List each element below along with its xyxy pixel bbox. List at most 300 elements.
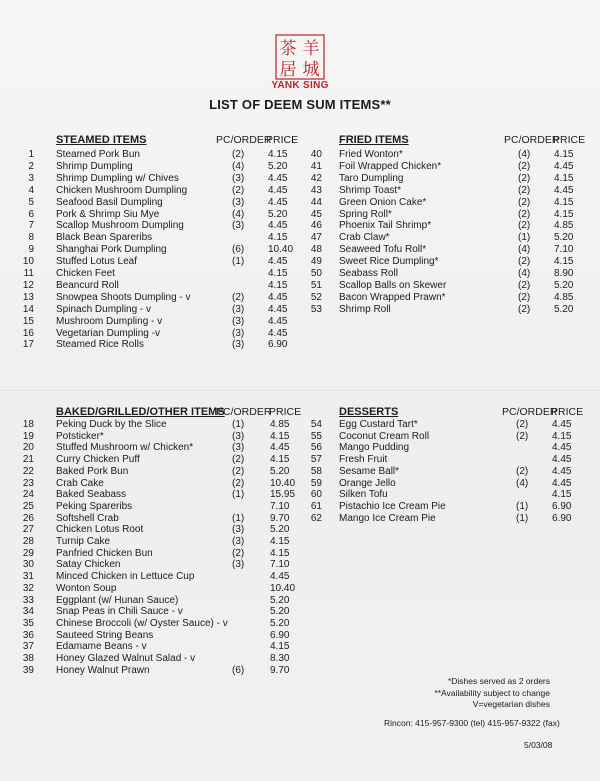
item-pc-order: (2) (518, 220, 531, 232)
item-pc-order: (2) (516, 419, 529, 430)
item-number: 36 (22, 629, 34, 641)
menu-item (310, 454, 590, 466)
item-pc-order: (3) (232, 172, 245, 184)
item-price: 4.45 (268, 327, 288, 339)
item-price: 4.45 (268, 256, 288, 268)
pc-order-header: PC/ORDER (504, 134, 560, 146)
menu-item (22, 149, 300, 161)
page-title: LIST OF DEEM SUM ITEMS** (209, 97, 391, 112)
menu-item (22, 501, 300, 513)
item-number: 30 (22, 559, 34, 571)
menu-item (310, 185, 590, 197)
item-number: 35 (22, 617, 34, 629)
item-name: Pork & Shrimp Siu Mye (56, 208, 160, 220)
item-pc-order: (3) (232, 536, 245, 547)
item-pc-order: (1) (518, 232, 531, 244)
item-number: 49 (310, 256, 322, 268)
item-price: 5.20 (270, 606, 290, 618)
item-number: 40 (310, 149, 322, 160)
item-name: Satay Chicken (56, 559, 121, 571)
item-number: 34 (22, 606, 34, 618)
item-pc-order: (4) (232, 160, 245, 172)
menu-item (22, 524, 300, 536)
item-price: 4.15 (270, 547, 290, 559)
item-number: 39 (22, 664, 34, 676)
item-number: 26 (22, 512, 34, 524)
item-price: 4.45 (552, 442, 572, 454)
item-number: 17 (22, 339, 34, 351)
item-price: 4.45 (554, 184, 574, 196)
menu-item (310, 173, 590, 185)
item-number: 5 (28, 196, 34, 208)
logo-char: 城 (302, 60, 320, 80)
item-price: 4.15 (554, 172, 574, 184)
menu-item (22, 513, 300, 525)
item-name: Black Bean Spareribs (56, 232, 153, 244)
item-number: 9 (28, 244, 34, 256)
item-number: 15 (22, 315, 34, 327)
item-price: 10.40 (270, 477, 296, 489)
item-name: Stuffed Mushroom w/ Chicken* (56, 442, 194, 454)
item-number: 16 (22, 327, 34, 339)
item-name: Silken Tofu (339, 489, 388, 501)
item-name: Curry Chicken Puff (56, 454, 140, 466)
section-title: FRIED ITEMS (339, 134, 409, 146)
menu-item (22, 583, 300, 595)
item-name: Pistachio Ice Cream Pie (339, 500, 446, 512)
item-pc-order: (3) (232, 430, 245, 442)
item-pc-order: (2) (518, 291, 531, 303)
item-name: Scallop Balls on Skewer (339, 279, 447, 291)
item-price: 5.20 (270, 465, 290, 477)
item-name: Potsticker* (56, 430, 104, 442)
item-pc-order: (2) (518, 208, 531, 220)
item-number: 55 (310, 430, 322, 442)
item-number: 14 (22, 303, 34, 315)
item-price: 5.20 (268, 160, 288, 172)
item-number: 45 (310, 208, 322, 220)
yank-sing-logo (275, 34, 325, 80)
menu-item (310, 292, 590, 304)
item-pc-order: (2) (232, 547, 245, 559)
item-pc-order: (2) (518, 303, 531, 315)
item-price: 5.20 (554, 232, 574, 244)
pc-order-header: PC/ORDER (502, 406, 558, 418)
menu-item (310, 513, 590, 525)
menu-item (22, 454, 300, 466)
item-name: Green Onion Cake* (339, 196, 427, 208)
item-price: 4.85 (554, 291, 574, 303)
menu-item (22, 606, 300, 618)
item-pc-order: (4) (518, 149, 531, 160)
item-price: 4.15 (268, 232, 288, 244)
menu-item (310, 442, 590, 454)
item-name: Mango Pudding (339, 442, 410, 454)
section-title: STEAMED ITEMS (56, 134, 147, 146)
item-name: Eggplant (w/ Hunan Sauce) (56, 594, 179, 606)
item-price: 4.45 (268, 315, 288, 327)
item-price: 5.20 (270, 594, 290, 606)
item-name: Shrimp Toast* (339, 184, 402, 196)
item-pc-order: (1) (232, 419, 245, 430)
item-name: Chicken Lotus Root (56, 524, 144, 536)
item-name: Taro Dumpling (339, 172, 404, 184)
item-price: 4.45 (268, 172, 288, 184)
item-name: Edamame Beans - v (56, 641, 147, 653)
item-name: Spring Roll* (339, 208, 392, 220)
item-pc-order: (2) (232, 454, 245, 466)
item-price: 5.20 (270, 617, 290, 629)
price-header: PRICE (269, 406, 302, 418)
item-name: Crab Cake (56, 477, 104, 489)
item-price: 4.15 (552, 430, 572, 442)
logo-char: 茶 (279, 39, 297, 59)
menu-item (310, 489, 590, 501)
item-number: 50 (310, 268, 322, 279)
menu-item (310, 268, 590, 280)
item-price: 4.45 (270, 571, 290, 583)
menu-item (310, 232, 590, 244)
item-pc-order: (2) (232, 149, 245, 160)
item-price: 4.15 (552, 489, 572, 501)
item-number: 38 (22, 653, 34, 664)
brand-name: YANK SING (271, 80, 329, 91)
item-number: 46 (310, 220, 322, 232)
item-name: Crab Claw* (339, 232, 390, 244)
menu-item (22, 209, 300, 221)
item-name: Panfried Chicken Bun (56, 547, 153, 559)
item-pc-order: (6) (232, 244, 245, 256)
menu-item (22, 256, 300, 268)
item-name: Beancurd Roll (56, 279, 119, 291)
item-number: 19 (22, 430, 34, 442)
item-price: 4.15 (268, 268, 288, 279)
item-price: 6.90 (270, 629, 290, 641)
menu-item (310, 419, 590, 431)
item-price: 4.45 (268, 184, 288, 196)
item-price: 4.15 (268, 279, 288, 291)
item-number: 57 (310, 454, 322, 466)
item-number: 58 (310, 465, 322, 477)
item-name: Honey Walnut Prawn (56, 664, 150, 676)
menu-item (22, 232, 300, 244)
item-price: 4.45 (552, 477, 572, 489)
item-name: Chicken Feet (56, 268, 115, 279)
item-price: 4.15 (270, 430, 290, 442)
item-name: Egg Custard Tart* (339, 419, 418, 430)
item-name: Shrimp Dumpling (56, 160, 133, 172)
item-price: 7.10 (270, 559, 290, 571)
menu-item (310, 304, 590, 316)
item-name: Mango Ice Cream Pie (339, 512, 436, 524)
section-title: BAKED/GRILLED/OTHER ITEMS (56, 406, 225, 418)
price-header: PRICE (266, 134, 299, 146)
item-number: 3 (28, 172, 34, 184)
menu-item (22, 173, 300, 185)
item-name: Peking Duck by the Slice (56, 419, 167, 430)
item-name: Bacon Wrapped Prawn* (339, 291, 446, 303)
item-pc-order: (2) (232, 477, 245, 489)
item-name: Scallop Mushroom Dumpling (56, 220, 184, 232)
paper-fold (0, 390, 600, 391)
item-number: 41 (310, 160, 322, 172)
menu-item (22, 197, 300, 209)
item-price: 5.20 (268, 208, 288, 220)
item-name: Shrimp Dumpling w/ Chives (56, 172, 179, 184)
item-pc-order: (4) (516, 477, 529, 489)
item-pc-order: (2) (518, 256, 531, 268)
menu-item (22, 292, 300, 304)
item-number: 61 (310, 500, 322, 512)
item-name: Vegetarian Dumpling -v (56, 327, 160, 339)
item-name: Mushroom Dumpling - v (56, 315, 163, 327)
item-pc-order: (3) (232, 442, 245, 454)
item-price: 5.20 (554, 279, 574, 291)
menu-item (22, 161, 300, 173)
menu-item (22, 665, 300, 677)
item-name: Stuffed Lotus Leaf (56, 256, 137, 268)
logo-char: 居 (279, 60, 297, 80)
item-pc-order: (2) (518, 172, 531, 184)
menu-item (22, 442, 300, 454)
menu-item (310, 466, 590, 478)
menu-item (22, 220, 300, 232)
logo-char: 羊 (302, 39, 320, 59)
item-name: Sauteed String Beans (56, 629, 154, 641)
item-name: Steamed Pork Bun (56, 149, 140, 160)
menu-item (310, 209, 590, 221)
item-name: Snowpea Shoots Dumpling - v (56, 291, 191, 303)
item-number: 32 (22, 582, 34, 594)
item-name: Turnip Cake (56, 536, 111, 547)
item-pc-order: (3) (232, 315, 245, 327)
item-name: Steamed Rice Rolls (56, 339, 144, 351)
item-name: Softshell Crab (56, 512, 119, 524)
menu-item (22, 595, 300, 607)
menu-item (310, 244, 590, 256)
item-name: Fried Wonton* (339, 149, 403, 160)
item-price: 4.45 (270, 442, 290, 454)
item-pc-order: (3) (232, 220, 245, 232)
menu-item (22, 618, 300, 630)
item-name: Baked Pork Bun (56, 465, 129, 477)
item-price: 4.15 (554, 256, 574, 268)
item-pc-order: (1) (516, 512, 529, 524)
item-price: 5.20 (554, 303, 574, 315)
menu-item (22, 339, 300, 351)
item-number: 13 (22, 291, 34, 303)
item-pc-order: (1) (232, 489, 245, 501)
menu-item (22, 304, 300, 316)
item-pc-order: (2) (518, 184, 531, 196)
item-price: 4.15 (554, 149, 574, 160)
item-name: Fresh Fruit (339, 454, 388, 466)
contact-info: Rincon: 415-957-9300 (tel) 415-957-9322 (fax) (384, 718, 560, 728)
item-number: 48 (310, 244, 322, 256)
item-name: Spinach Dumpling - v (56, 303, 152, 315)
menu-item (22, 641, 300, 653)
item-price: 4.45 (268, 291, 288, 303)
item-pc-order: (2) (518, 160, 531, 172)
item-number: 18 (22, 419, 34, 430)
item-price: 4.15 (554, 196, 574, 208)
item-price: 4.15 (270, 641, 290, 653)
item-name: Chicken Mushroom Dumpling (56, 184, 188, 196)
item-number: 37 (22, 641, 34, 653)
item-pc-order: (2) (232, 184, 245, 196)
item-pc-order: (3) (232, 327, 245, 339)
pc-order-header: PC/ORDER (216, 406, 272, 418)
item-name: Seabass Roll (339, 268, 398, 279)
item-price: 7.10 (554, 244, 574, 256)
item-name: Seafood Basil Dumpling (56, 196, 163, 208)
item-number: 1 (28, 149, 34, 160)
item-name: Snap Peas in Chili Sauce - v (56, 606, 183, 618)
pc-order-header: PC/ORDER (216, 134, 272, 146)
menu-item (310, 161, 590, 173)
item-price: 4.85 (270, 419, 290, 430)
menu-item (22, 536, 300, 548)
item-number: 52 (310, 291, 322, 303)
item-price: 6.90 (552, 512, 572, 524)
item-number: 59 (310, 477, 322, 489)
item-number: 54 (310, 419, 322, 430)
item-price: 4.15 (554, 208, 574, 220)
item-number: 8 (28, 232, 34, 244)
item-price: 10.40 (270, 582, 296, 594)
item-pc-order: (3) (232, 196, 245, 208)
menu-item (22, 419, 300, 431)
item-price: 4.85 (554, 220, 574, 232)
item-number: 6 (28, 208, 34, 220)
menu-item (310, 431, 590, 443)
item-number: 10 (22, 256, 34, 268)
item-pc-order: (1) (232, 256, 245, 268)
print-date: 5/03/08 (524, 740, 553, 750)
menu-item (310, 478, 590, 490)
item-price: 10.40 (268, 244, 294, 256)
item-pc-order: (3) (232, 559, 245, 571)
item-price: 4.45 (268, 220, 288, 232)
item-price: 8.30 (270, 653, 290, 664)
item-number: 4 (28, 184, 34, 196)
item-price: 4.45 (268, 196, 288, 208)
item-number: 27 (22, 524, 34, 536)
item-pc-order: (2) (516, 465, 529, 477)
footnote-availability: **Availability subject to change (434, 688, 550, 698)
item-number: 33 (22, 594, 34, 606)
item-number: 23 (22, 477, 34, 489)
item-price: 4.45 (552, 419, 572, 430)
item-number: 7 (28, 220, 34, 232)
item-name: Baked Seabass (56, 489, 127, 501)
item-name: Wonton Soup (56, 582, 117, 594)
item-number: 51 (310, 279, 322, 291)
item-pc-order: (2) (518, 196, 531, 208)
item-name: Shanghai Pork Dumpling (56, 244, 167, 256)
item-price: 4.45 (552, 465, 572, 477)
item-price: 5.20 (270, 524, 290, 536)
menu-item (22, 489, 300, 501)
item-number: 21 (22, 454, 34, 466)
item-price: 9.70 (270, 664, 290, 676)
item-number: 56 (310, 442, 322, 454)
item-number: 43 (310, 184, 322, 196)
item-name: Minced Chicken in Lettuce Cup (56, 571, 195, 583)
menu-item (22, 630, 300, 642)
menu-item (310, 197, 590, 209)
item-price: 8.90 (554, 268, 574, 279)
item-pc-order: (1) (516, 500, 529, 512)
item-name: Peking Spareribs (56, 500, 133, 512)
item-name: Shrimp Roll (339, 303, 391, 315)
item-price: 7.10 (270, 500, 290, 512)
menu-item (310, 280, 590, 292)
item-pc-order: (1) (232, 512, 245, 524)
price-header: PRICE (551, 406, 584, 418)
item-pc-order: (4) (518, 244, 531, 256)
item-number: 62 (310, 512, 322, 524)
item-number: 28 (22, 536, 34, 547)
menu-item (22, 571, 300, 583)
item-name: Sesame Ball* (339, 465, 400, 477)
menu-item (310, 501, 590, 513)
footnote-served: *Dishes served as 2 orders (447, 676, 550, 686)
menu-item (22, 185, 300, 197)
footnote-vegetarian: V=vegetarian dishes (472, 699, 550, 709)
item-price: 6.90 (268, 339, 288, 351)
menu-item (22, 244, 300, 256)
item-pc-order: (4) (518, 268, 531, 279)
menu-item (22, 559, 300, 571)
menu-item (22, 548, 300, 560)
item-price: 4.45 (268, 303, 288, 315)
item-number: 60 (310, 489, 322, 501)
item-name: Chinese Broccoli (w/ Oyster Sauce) - v (56, 617, 228, 629)
item-pc-order: (2) (232, 291, 245, 303)
item-name: Orange Jello (339, 477, 396, 489)
item-number: 47 (310, 232, 322, 244)
menu-item (22, 316, 300, 328)
item-price: 4.15 (270, 536, 290, 547)
item-price: 4.45 (554, 160, 574, 172)
menu-item (22, 280, 300, 292)
item-name: Coconut Cream Roll (339, 430, 430, 442)
item-name: Foil Wrapped Chicken* (339, 160, 442, 172)
item-price: 9.70 (270, 512, 290, 524)
item-number: 24 (22, 489, 34, 501)
item-pc-order: (2) (516, 430, 529, 442)
item-name: Seaweed Tofu Roll* (339, 244, 427, 256)
item-number: 31 (22, 571, 34, 583)
item-name: Phoenix Tail Shrimp* (339, 220, 432, 232)
item-pc-order: (3) (232, 524, 245, 536)
item-name: Honey Glazed Walnut Salad - v (56, 653, 196, 664)
item-pc-order: (4) (232, 208, 245, 220)
item-name: Sweet Rice Dumpling* (339, 256, 439, 268)
menu-item (22, 478, 300, 490)
item-price: 4.15 (270, 454, 290, 466)
menu-item (22, 431, 300, 443)
item-number: 25 (22, 500, 34, 512)
item-number: 2 (28, 160, 34, 172)
menu-item (22, 466, 300, 478)
item-pc-order: (3) (232, 303, 245, 315)
item-pc-order: (2) (518, 279, 531, 291)
item-price: 4.15 (268, 149, 288, 160)
item-price: 4.45 (552, 454, 572, 466)
menu-item (310, 149, 590, 161)
